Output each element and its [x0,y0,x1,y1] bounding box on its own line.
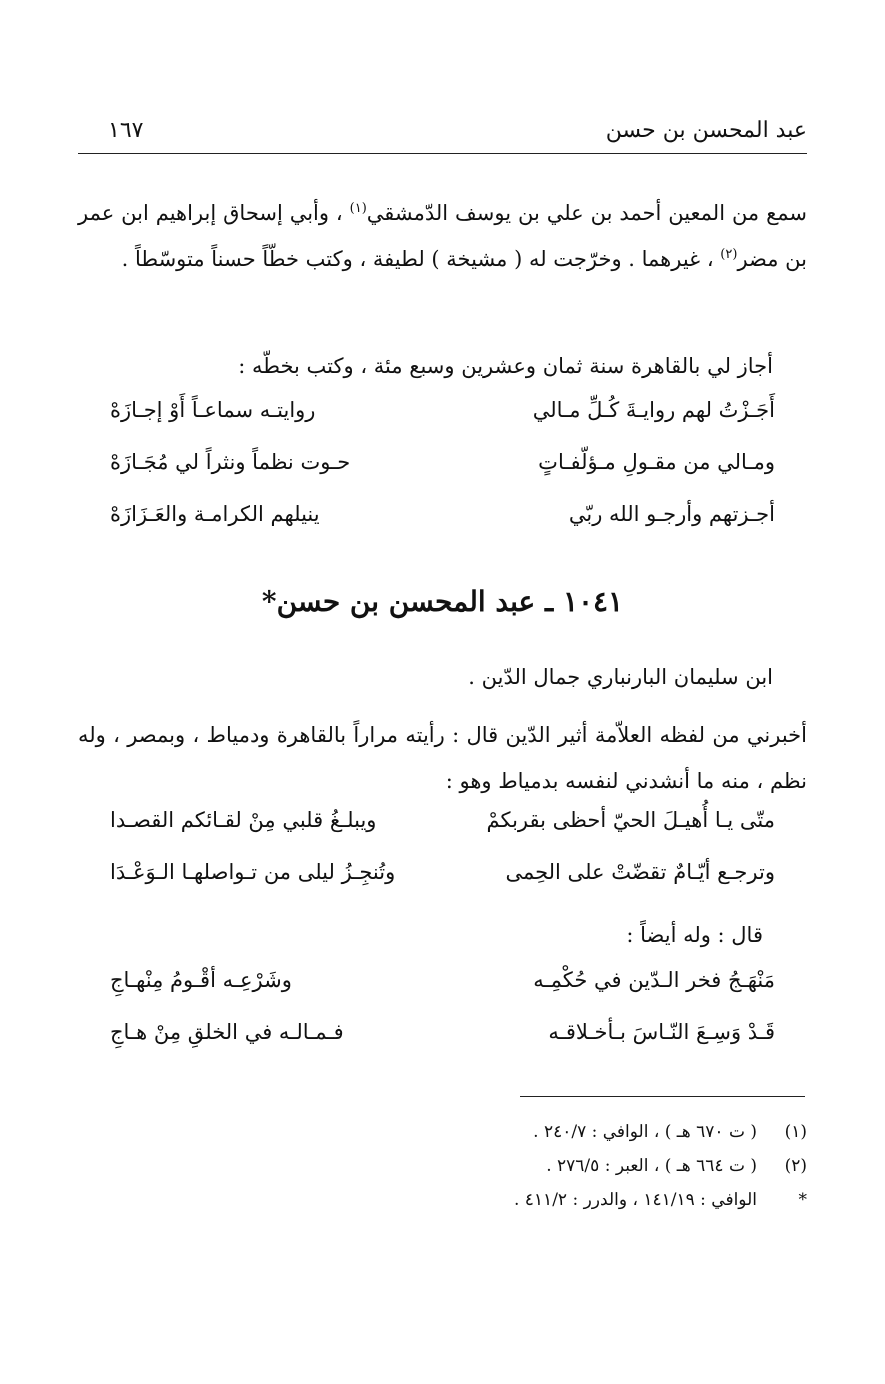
verse-first-hemistich: وترجـع أيّـامٌ تقضّتْ على الحِمى [505,860,775,884]
verse-first-hemistich: ومـالي من مقـولِ مـؤلّفـاتٍ [538,450,775,474]
entry-star: * [261,585,277,618]
footnote [300,1156,807,1190]
verse-second-hemistich: روايتـه سماعـاً أَوْ إجـازَهْ [110,398,316,422]
lineage-paragraph: ابن سليمان البارنباري جمال الدّين . [468,665,773,689]
verse-second-hemistich: ويبلـغُ قلبي مِنْ لقـائكم القصـدا [110,808,377,832]
para-text: ، غيرهما . وخرّجت له ( مشيخة ) لطيفة ، وكتب خطّاً حسناً متوسّطاً . [121,247,721,271]
verse-first-hemistich: أجـزتهم وأرجـو الله ربّي [568,502,775,526]
running-head [78,118,807,152]
poem-longing [110,808,775,912]
verse-second-hemistich: حـوت نظماً ونثراً لي مُجَـازَهْ [110,450,351,474]
entry-number: ١٠٤١ [562,585,624,618]
verse-first-hemistich: متّى يـا أُهيـلَ الحيّ أحظى بقربكمْ [486,808,775,832]
verse-second-hemistich: وتُنجِـزُ ليلى من تـواصلهـا الـوَعْـدَا [110,860,396,884]
verse-line [110,450,775,502]
footnote-text: الوافي : ١٤١/١٩ ، والدرر : ٤١١/٢ . [513,1190,757,1210]
verse-second-hemistich: ينيلهم الكرامـة والعَـزَازَهْ [110,502,320,526]
entry-name: عبد المحسن بن حسن [276,585,536,618]
running-title: عبد المحسن بن حسن [605,118,807,143]
verse-line [110,968,775,1020]
verse-line [110,502,775,554]
footnote-ref-2: (٢) [720,247,738,262]
para-text: سمع من المعين أحمد بن علي بن يوسف الدّمشقي [366,201,807,225]
entry-dash: ـ [535,585,563,618]
poem-ijaza [110,398,775,554]
footnotes [300,1122,807,1224]
verse-second-hemistich: وشَرْعِـه أقْـومُ مِنْهـاجِ [110,968,292,992]
footnote-mark: (١) [784,1122,807,1142]
intro-line: قال : وله أيضاً : [626,923,763,947]
footnote-mark: * [798,1190,807,1210]
footnote-text: ( ت ٦٧٠ هـ ) ، الوافي : ٢٤٠/٧ . [533,1122,757,1142]
footnote-text: ( ت ٦٦٤ هـ ) ، العبر : ٢٧٦/٥ . [546,1156,757,1176]
footnote [300,1190,807,1224]
footnote-ref-1: (١) [349,201,367,216]
verse-first-hemistich: أَجَـزْتُ لهم روايـةَ كُـلِّ مـالي [532,398,775,422]
footnote [300,1122,807,1156]
biography-paragraph [78,190,807,282]
verse-line [110,1020,775,1072]
entry-heading [0,585,885,618]
verse-line [110,860,775,912]
footnote-rule [520,1096,805,1097]
verse-line [110,398,775,450]
para-text: ، وأبي إسحاق إبراهيم ابن عمر بن مضر [78,201,807,271]
header-rule [78,153,807,154]
footnote-mark: (٢) [784,1156,807,1176]
ijaza-paragraph: أجاز لي بالقاهرة سنة ثمان وعشرين وسبع مئة ، وكتب بخطّه : [238,354,773,378]
verse-line [110,808,775,860]
verse-first-hemistich: مَنْهَـجُ فخر الـدّين في حُكْمِـه [533,968,775,992]
verse-second-hemistich: فـمـالـه في الخلقِ مِنْ هـاجِ [110,1020,344,1044]
report-paragraph: أخبرني من لفظه العلاّمة أثير الدّين قال : رأيته مراراً بالقاهرة ودمياط ، وبمصر ، وله نظم ، منه ما أنشدني لنفسه بدمياط وهو : [78,723,807,793]
page-number: ١٦٧ [108,118,144,143]
poem-praise [110,968,775,1072]
verse-first-hemistich: قَـدْ وَسِـعَ النّـاسَ بـأخـلاقـه [548,1020,775,1044]
